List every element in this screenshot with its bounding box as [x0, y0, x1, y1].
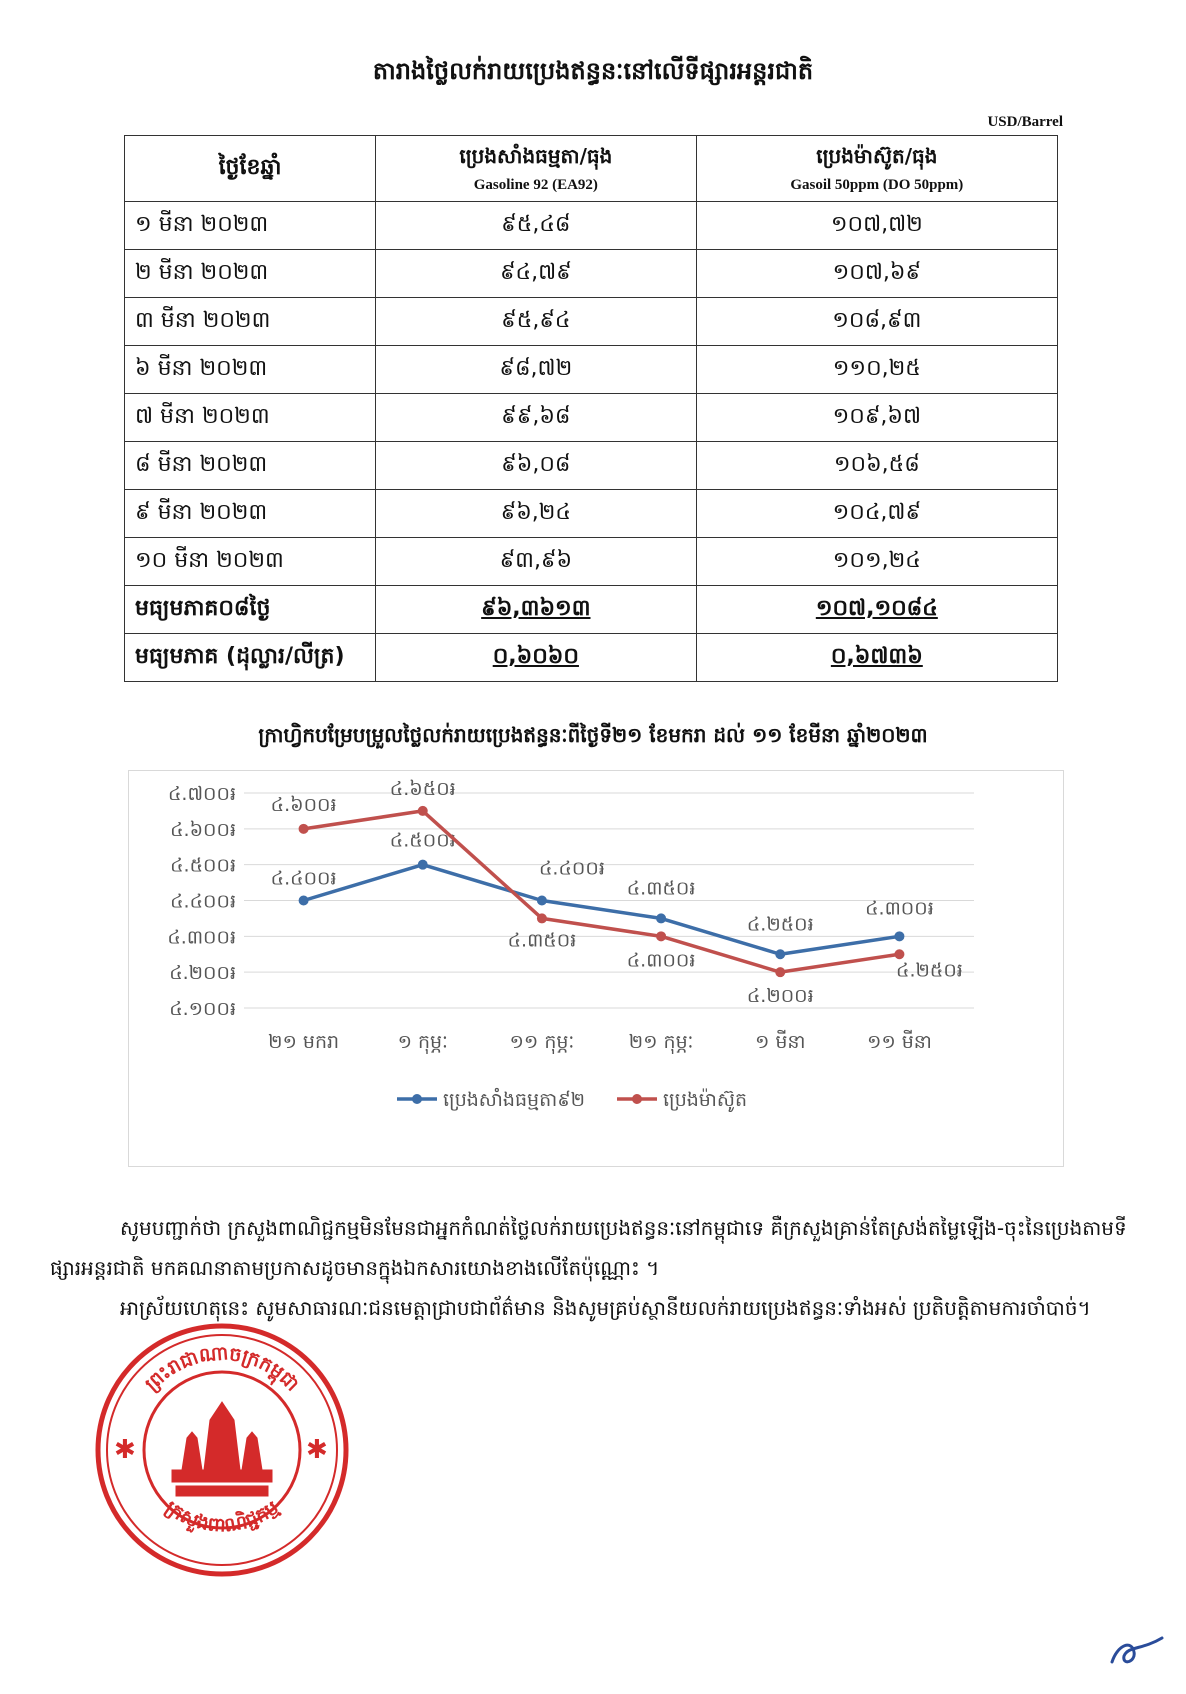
data-point: [775, 949, 785, 959]
data-point: [418, 860, 428, 870]
header-gasoline: [376, 136, 697, 202]
x-tick-label: ១ មីនា: [754, 1031, 806, 1053]
x-tick-label: ២១ កុម្ភៈ: [628, 1031, 694, 1053]
data-point: [656, 913, 666, 923]
row-diesel: ១០៧,៧២: [696, 202, 1057, 250]
row-diesel: ១១០,២៥: [696, 346, 1057, 394]
data-label: ៤.២៥០៛: [746, 913, 814, 936]
row-date: ១០ មីនា ២០២៣: [125, 538, 376, 586]
svg-text:✱: ✱: [306, 1435, 328, 1465]
y-tick-label: ៤.៣០០៛: [167, 926, 236, 949]
table-row: [125, 442, 1058, 490]
document-title: តារាងថ្លៃលក់រាយប្រេងឥន្ធនៈនៅលើទីផ្សារអន្តរជាតិ: [372, 57, 814, 85]
legend-label: ប្រេងសាំងធម្មតា៩២: [443, 1089, 586, 1111]
table-row: [125, 490, 1058, 538]
header-gasoline-kh: ប្រេងសាំងធម្មតា/ធុង: [459, 144, 613, 168]
x-tick-label: ១ កុម្ភៈ: [397, 1031, 448, 1053]
x-tick-label: ១១ មីនា: [866, 1031, 932, 1053]
table-row: [125, 538, 1058, 586]
header-diesel: [696, 136, 1057, 202]
svg-text:✱: ✱: [114, 1435, 136, 1465]
table-row: [125, 394, 1058, 442]
row-diesel: ១០៤,៧៩: [696, 490, 1057, 538]
header-diesel-en: Gasoil 50ppm (DO 50ppm): [790, 177, 964, 193]
seal-text-bottom: ក្រសួងពាណិជ្ជកម្ម: [161, 1496, 283, 1537]
data-point: [418, 806, 428, 816]
summary-gasoline: ៩៦,៣៦១៣: [376, 586, 697, 634]
row-gasoline: ៩៥,៤៨: [376, 202, 697, 250]
row-date: ៦ មីនា ២០២៣: [125, 346, 376, 394]
data-label: ៤.៣០០៛: [865, 897, 934, 920]
row-date: ២ មីនា ២០២៣: [125, 250, 376, 298]
row-gasoline: ៩៣,៩៦: [376, 538, 697, 586]
data-point: [299, 896, 309, 906]
data-point: [537, 913, 547, 923]
summary-diesel: ០,៦៧៣៦: [696, 634, 1057, 682]
header-date: ថ្ងៃខែឆ្នាំ: [125, 136, 376, 202]
y-tick-label: ៤.៥០០៛: [170, 854, 236, 877]
chart-canvas: [129, 771, 1063, 1166]
currency-unit: USD/Barrel: [987, 114, 1063, 130]
row-gasoline: ៩៦,០៨: [376, 442, 697, 490]
table-row: [125, 346, 1058, 394]
row-diesel: ១០៩,៦៧: [696, 394, 1057, 442]
paragraph-disclaimer: សូមបញ្ជាក់ថា ក្រសួងពាណិជ្ជកម្មមិនមែនជាអ្នកកំណត់ថ្លៃលក់រាយប្រេងឥន្ធនៈនៅកម្ពុជាទេ គឺក្រសួងគ្រាន់តែស្រង់តម្លៃឡើង-ចុះនៃប្រេងតាមទីផ្សារអន្តរជាតិ មកគណនាតាមប្រកាសដូចមានក្នុងឯកសារយោងខាងលើតែប៉ុណ្ណោះ ។: [50, 1216, 1127, 1280]
header-gasoline-en: Gasoline 92 (EA92): [473, 177, 598, 193]
header-diesel-kh: ប្រេងម៉ាស៊ូត/ធុង: [816, 144, 938, 168]
chart-title: ក្រាហ្វិកបម្រែបម្រួលថ្លៃលក់រាយប្រេងឥន្ធនៈពីថ្ងៃទី២១ ខែមករា ដល់ ១១ ខែមីនា ឆ្នាំ២០២៣: [258, 723, 928, 747]
ministry-seal: [92, 1320, 352, 1580]
data-point: [299, 824, 309, 834]
legend-label: ប្រេងម៉ាស៊ូត: [663, 1089, 748, 1111]
row-diesel: ១០៨,៩៣: [696, 298, 1057, 346]
legend-marker: [632, 1094, 642, 1104]
data-label: ៤.៣៥០៛: [507, 929, 577, 952]
data-label: ៤.៣០០៛: [626, 949, 696, 972]
data-label: ៤.៥០០៛: [389, 829, 456, 852]
table-row: [125, 298, 1058, 346]
y-tick-label: ៤.២០០៛: [169, 962, 236, 985]
row-gasoline: ៩៦,២៤: [376, 490, 697, 538]
y-tick-label: ៤.៧០០៛: [167, 783, 236, 805]
data-label: ៤.៣៥០៛: [626, 877, 696, 900]
y-tick-label: ៤.៦០០៛: [170, 818, 236, 841]
y-tick-label: ៤.៤០០៛: [170, 890, 236, 913]
summary-diesel: ១០៧,១០៨៤: [696, 586, 1057, 634]
summary-label: មធ្យមភាគ (ដុល្លារ/លីត្រ): [125, 634, 376, 682]
row-date: ៧ មីនា ២០២៣: [125, 394, 376, 442]
summary-row-8-day-average: [125, 586, 1058, 634]
row-gasoline: ៩៨,៧២: [376, 346, 697, 394]
table-row: [125, 250, 1058, 298]
data-label: ៤.៤០០៛: [538, 857, 605, 880]
table-row: [125, 202, 1058, 250]
data-point: [775, 967, 785, 977]
data-point: [537, 896, 547, 906]
data-label: ៤.២៥០៛: [896, 959, 963, 982]
x-tick-label: ១១ កុម្ភៈ: [509, 1031, 575, 1053]
row-date: ១ មីនា ២០២៣: [125, 202, 376, 250]
legend-marker: [412, 1094, 422, 1104]
body-text: [50, 1208, 1136, 1328]
row-diesel: ១០១,២៤: [696, 538, 1057, 586]
row-gasoline: ៩៥,៩៤: [376, 298, 697, 346]
price-chart: [128, 770, 1064, 1167]
row-date: ៣ មីនា ២០២៣: [125, 298, 376, 346]
data-point: [656, 931, 666, 941]
row-date: ៨ មីនា ២០២៣: [125, 442, 376, 490]
data-label: ៤.៤០០៛: [270, 867, 337, 890]
paragraph-notice: អាស្រ័យហេតុនេះ សូមសាធារណៈជនមេត្តាជ្រាបជាព័ត៌មាន និងសូមគ្រប់ស្ថានីយលក់រាយប្រេងឥន្ធនៈទាំងអស់ ប្រតិបត្តិតាមការចាំបាច់។: [120, 1296, 1091, 1320]
row-gasoline: ៩៤,៧៩: [376, 250, 697, 298]
svg-text:ក្រសួងពាណិជ្ជកម្ម: [161, 1496, 283, 1536]
signature-mark: [1108, 1632, 1168, 1672]
data-point: [894, 949, 904, 959]
summary-row-per-liter: [125, 634, 1058, 682]
summary-gasoline: ០,៦០៦០: [376, 634, 697, 682]
price-table: [124, 135, 1058, 682]
summary-label: មធ្យមភាគ០៨ថ្ងៃ: [125, 586, 376, 634]
x-tick-label: ២១ មករា: [268, 1031, 340, 1053]
data-label: ៤.៦៥០៛: [389, 777, 456, 800]
row-date: ៩ មីនា ២០២៣: [125, 490, 376, 538]
table-header-row: [125, 136, 1058, 202]
data-label: ៤.២០០៛: [746, 985, 814, 1008]
row-diesel: ១០៧,៦៩: [696, 250, 1057, 298]
row-gasoline: ៩៩,៦៨: [376, 394, 697, 442]
data-label: ៤.៦០០៛: [270, 793, 337, 816]
seal-text-top: ព្រះរាជាណាចក្រកម្ពុជា: [140, 1342, 304, 1396]
row-diesel: ១០៦,៥៨: [696, 442, 1057, 490]
y-tick-label: ៤.១០០៛: [169, 998, 236, 1020]
data-point: [894, 931, 904, 941]
